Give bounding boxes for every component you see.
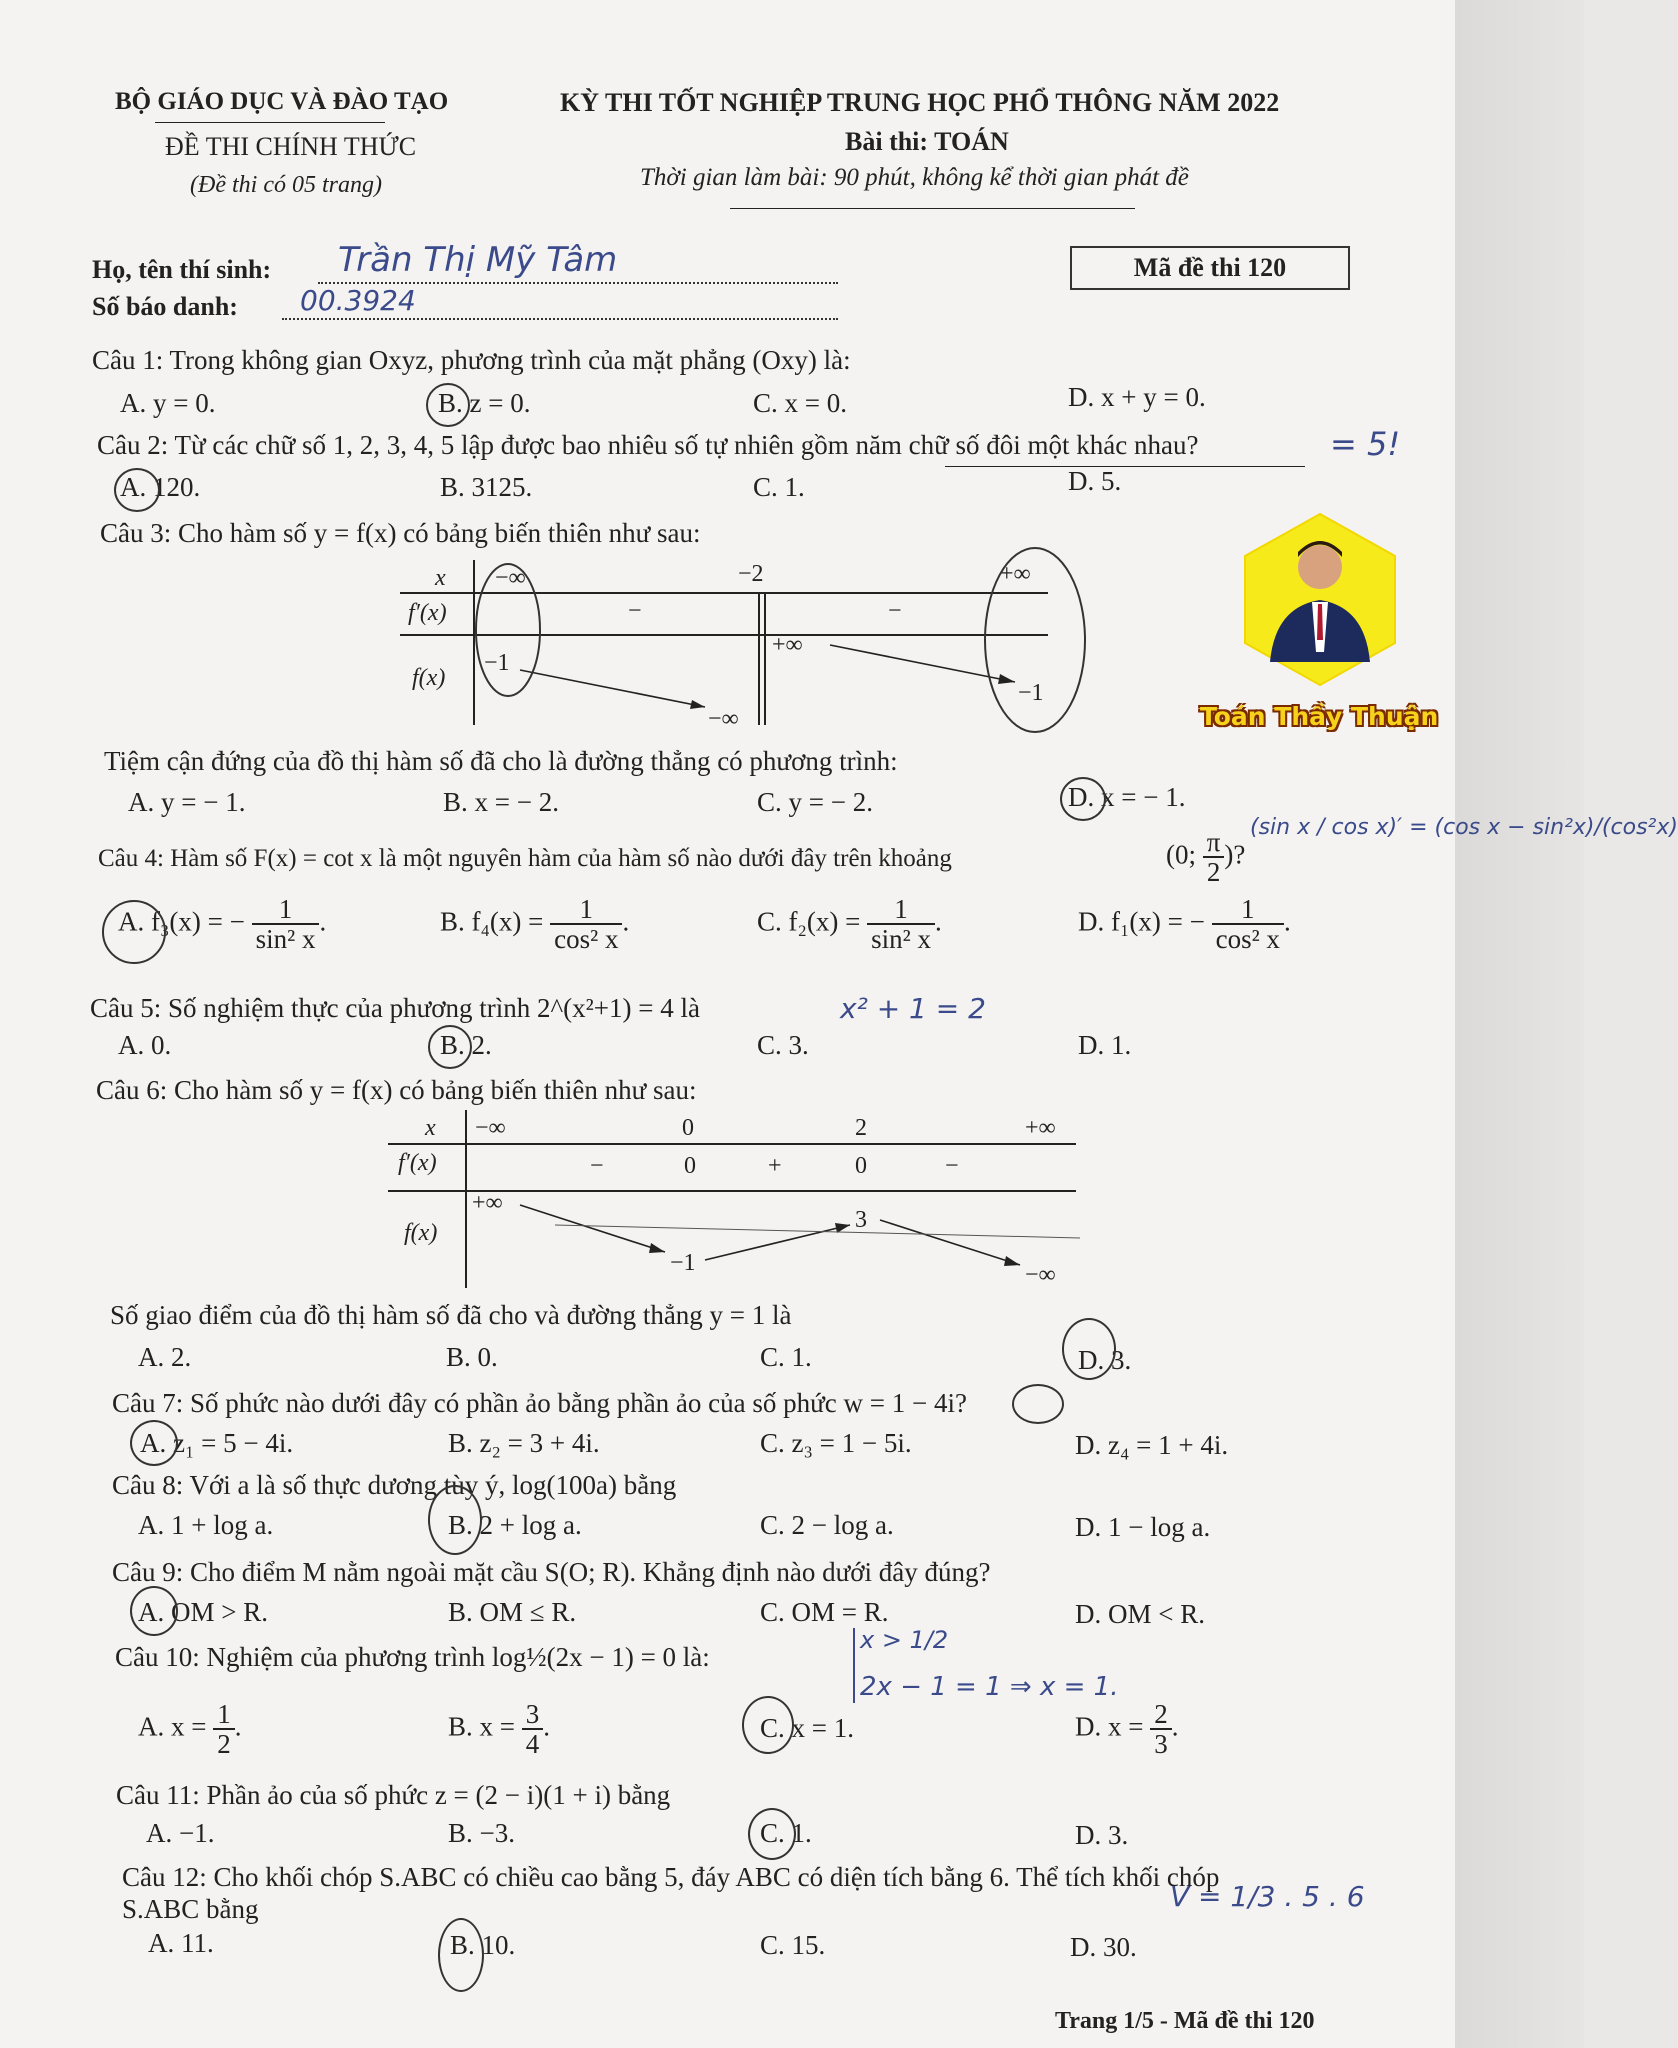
q10-note-2: 2x − 1 = 1 ⇒ x = 1.	[860, 1672, 1119, 1702]
question-4: Câu 4: Hàm số F(x) = cot x là một nguyên hàm của hàm số nào dưới đây trên khoảng	[98, 845, 952, 872]
question-2: Câu 2: Từ các chữ số 1, 2, 3, 4, 5 lập được bao nhiêu số tự nhiên gồm năm chữ số đôi một khác nhau?	[97, 430, 1199, 460]
q6-option-a: A. 2.	[138, 1342, 192, 1372]
q10-note-1: x > 1/2	[860, 1626, 949, 1654]
q10-answer-circle	[742, 1696, 794, 1754]
q12-option-a: A. 11.	[148, 1928, 214, 1958]
teacher-label: Toán Thầy Thuận	[1200, 702, 1439, 731]
q4-interval: (0; $\frac{\pi}{2}$ )?	[1166, 827, 1246, 888]
q4-option-c: C. f₂(x) = $\frac{1}{\text{sin² x}}$ .	[757, 894, 942, 955]
q11-option-d: D. 3.	[1075, 1820, 1129, 1850]
q1-answer-circle	[426, 383, 470, 427]
q3-answer-circle	[1060, 777, 1106, 821]
exam-code-box: Mã đề thi 120	[1070, 246, 1350, 290]
question-12-cont: S.ABC bằng	[122, 1894, 259, 1924]
question-5: Câu 5: Số nghiệm thực của phương trình 2^(x²+1) = 4 là	[90, 993, 700, 1023]
q12-answer-circle	[438, 1918, 484, 1992]
question-3: Câu 3: Cho hàm số y = f(x) có bảng biến thiên như sau:	[100, 518, 701, 548]
q6-sign-2: 0	[684, 1153, 696, 1179]
q11-answer-circle	[748, 1808, 796, 1860]
q6-row-line-1	[388, 1143, 1076, 1145]
q6-answer-circle	[1062, 1318, 1116, 1380]
q6-f-val-2: −1	[670, 1250, 696, 1276]
q6-arrows	[465, 1190, 1085, 1290]
q9-option-c: C. OM = R.	[760, 1597, 889, 1627]
q2-underline	[945, 466, 1305, 467]
ministry-title: BỘ GIÁO DỤC VÀ ĐÀO TẠO	[115, 88, 449, 115]
q2-option-a: A. 120.	[120, 472, 201, 502]
question-9: Câu 9: Cho điểm M nằm ngoài mặt cầu S(O; R). Khẳng định nào dưới đây đúng?	[112, 1557, 991, 1587]
q2-answer-circle	[114, 468, 160, 512]
q6-x-val-4: +∞	[1025, 1115, 1056, 1141]
page-count: (Đề thi có 05 trang)	[190, 172, 382, 198]
q3-x-val-1: −∞	[495, 565, 526, 591]
exam-time: Thời gian làm bài: 90 phút, không kể thời gian phát đề	[640, 164, 1189, 191]
q8-option-c: C. 2 − log a.	[760, 1510, 894, 1540]
q1-option-c: C. x = 0.	[753, 388, 847, 418]
q2-option-d: D. 5.	[1068, 466, 1122, 496]
q6-sign-3: +	[768, 1153, 782, 1179]
q3-follow-text: Tiệm cận đứng của đồ thị hàm số đã cho là đường thẳng có phương trình:	[104, 746, 898, 776]
q11-option-c: C. 1.	[760, 1818, 812, 1848]
name-label: Họ, tên thí sinh:	[92, 255, 272, 284]
q6-x-val-3: 2	[855, 1115, 867, 1141]
id-label: Số báo danh:	[92, 292, 238, 321]
q6-f-label: f(x)	[404, 1220, 438, 1246]
q9-option-d: D. OM < R.	[1075, 1599, 1205, 1629]
q10-brace	[853, 1628, 855, 1703]
page-footer: Trang 1/5 - Mã đề thi 120	[1055, 2008, 1315, 2034]
q5-option-b: B. 2.	[440, 1030, 492, 1060]
q6-option-d: D. 3.	[1078, 1345, 1132, 1375]
teacher-photo	[1240, 512, 1400, 687]
q5-answer-circle	[428, 1025, 472, 1069]
paper-edge	[1455, 0, 1584, 2048]
q6-x-label: x	[425, 1115, 436, 1141]
teacher-badge	[1240, 512, 1400, 687]
q6-f-val-1: +∞	[472, 1190, 503, 1216]
question-11: Câu 11: Phần ảo của số phức z = (2 − i)(1 + i) bằng	[116, 1780, 671, 1810]
q9-answer-circle	[130, 1586, 178, 1636]
ministry-underline	[155, 122, 385, 123]
q12-option-d: D. 30.	[1070, 1932, 1137, 1962]
q3-option-c: C. y = − 2.	[757, 787, 873, 817]
q6-sign-1: −	[590, 1153, 604, 1179]
q8-option-d: D. 1 − log a.	[1075, 1512, 1211, 1542]
question-12: Câu 12: Cho khối chóp S.ABC có chiều cao bằng 5, đáy ABC có diện tích bằng 6. Thể tích khối chóp	[122, 1862, 1220, 1892]
q3-f-val-2: −∞	[708, 706, 739, 732]
q12-handwritten-note: V = 1/3 . 5 . 6	[1170, 1880, 1365, 1913]
q9-option-b: B. OM ≤ R.	[448, 1597, 577, 1627]
q3-option-d: D. x = − 1.	[1068, 782, 1186, 812]
official-label: ĐỀ THI CHÍNH THỨC	[165, 132, 417, 161]
q7-option-d: D. z₄ = 1 + 4i.	[1075, 1430, 1229, 1460]
q3-f-val-1: −1	[484, 650, 510, 676]
q4-option-a: A. f₃(x) = − $\frac{1}{\text{sin² x}}$ .	[118, 894, 327, 955]
subject: Bài thi: TOÁN	[845, 127, 1009, 156]
q6-f-val-3: 3	[855, 1207, 867, 1233]
q3-f-val-3: +∞	[772, 632, 803, 658]
q6-sign-4: 0	[855, 1153, 867, 1179]
q6-x-val-1: −∞	[475, 1115, 506, 1141]
q3-x-val-2: −2	[738, 561, 764, 587]
q3-x-label: x	[435, 565, 446, 591]
q6-option-b: B. 0.	[446, 1342, 498, 1372]
q10-option-a: A. x = $\frac{1}{2}$ .	[138, 1699, 242, 1760]
header-underline	[730, 208, 1135, 209]
q4-handwritten-note: (sin x / cos x)′ = (cos x − sin²x)/(cos²x)	[1250, 815, 1678, 840]
q11-option-b: B. −3.	[448, 1818, 515, 1848]
q1-option-a: A. y = 0.	[120, 388, 216, 418]
q5-option-a: A. 0.	[118, 1030, 172, 1060]
q2-option-c: C. 1.	[753, 472, 805, 502]
question-8: Câu 8: Với a là số thực dương tùy ý, log(100a) bằng	[112, 1470, 677, 1500]
q3-x-val-3: +∞	[1000, 561, 1031, 587]
exam-title: KỲ THI TỐT NGHIỆP TRUNG HỌC PHỔ THÔNG NĂM 2022	[560, 88, 1280, 117]
q10-option-b: B. x = $\frac{3}{4}$ .	[448, 1699, 550, 1760]
q10-option-c: C. x = 1.	[760, 1713, 854, 1743]
q11-option-a: A. −1.	[146, 1818, 215, 1848]
question-10: Câu 10: Nghiệm của phương trình log½(2x − 1) = 0 là:	[115, 1642, 710, 1672]
q3-option-b: B. x = − 2.	[443, 787, 559, 817]
q6-x-val-2: 0	[682, 1115, 694, 1141]
q12-option-c: C. 15.	[760, 1930, 826, 1960]
id-handwritten: 00.3924	[300, 284, 416, 317]
q7-option-c: C. z₃ = 1 − 5i.	[760, 1428, 912, 1458]
question-7: Câu 7: Số phức nào dưới đây có phần ảo bằng phần ảo của số phức w = 1 − 4i?	[112, 1388, 967, 1418]
name-handwritten: Trần Thị Mỹ Tâm	[338, 240, 618, 280]
q7-option-a: A. z₁ = 5 − 4i.	[140, 1428, 294, 1458]
q9-option-a: A. OM > R.	[138, 1597, 268, 1627]
q4-option-d: D. f₁(x) = − $\frac{1}{\text{cos² x}}$ .	[1078, 894, 1291, 955]
q7-option-b: B. z₂ = 3 + 4i.	[448, 1428, 600, 1458]
q3-sign-1: −	[628, 598, 642, 624]
q6-option-c: C. 1.	[760, 1342, 812, 1372]
q12-option-b: B. 10.	[450, 1930, 516, 1960]
q7-answer-circle	[130, 1420, 178, 1466]
q6-sign-5: −	[945, 1153, 959, 1179]
q3-arrows	[470, 560, 1090, 730]
q4-answer-circle	[102, 900, 166, 964]
q8-option-a: A. 1 + log a.	[138, 1510, 274, 1540]
question-1: Câu 1: Trong không gian Oxyz, phương trình của mặt phẳng (Oxy) là:	[92, 345, 851, 375]
question-6: Câu 6: Cho hàm số y = f(x) có bảng biến thiên như sau:	[96, 1075, 697, 1105]
q3-f-label: f(x)	[412, 665, 446, 691]
q6-follow-text: Số giao điểm của đồ thị hàm số đã cho và đường thẳng y = 1 là	[110, 1300, 792, 1330]
q5-option-d: D. 1.	[1078, 1030, 1132, 1060]
q8-option-b: B. 2 + log a.	[448, 1510, 582, 1540]
q5-handwritten-note: x² + 1 = 2	[840, 992, 986, 1025]
q3-fp-label: f′(x)	[408, 600, 447, 626]
q7-note-circle	[1012, 1384, 1064, 1424]
q2-handwritten-note: = 5!	[1330, 425, 1401, 463]
q5-option-c: C. 3.	[757, 1030, 809, 1060]
q3-option-a: A. y = − 1.	[128, 787, 246, 817]
q1-option-d: D. x + y = 0.	[1068, 382, 1206, 412]
q3-sign-2: −	[888, 598, 902, 624]
q8-answer-circle	[428, 1485, 482, 1555]
q10-option-d: D. x = $\frac{2}{3}$ .	[1075, 1699, 1179, 1760]
q6-f-val-4: −∞	[1025, 1262, 1056, 1288]
q4-option-b: B. f₄(x) = $\frac{1}{\text{cos² x}}$ .	[440, 894, 630, 955]
q3-f-val-4: −1	[1018, 680, 1044, 706]
q1-option-b: B. z = 0.	[438, 388, 531, 418]
q6-fp-label: f′(x)	[398, 1150, 437, 1176]
q2-option-b: B. 3125.	[440, 472, 533, 502]
